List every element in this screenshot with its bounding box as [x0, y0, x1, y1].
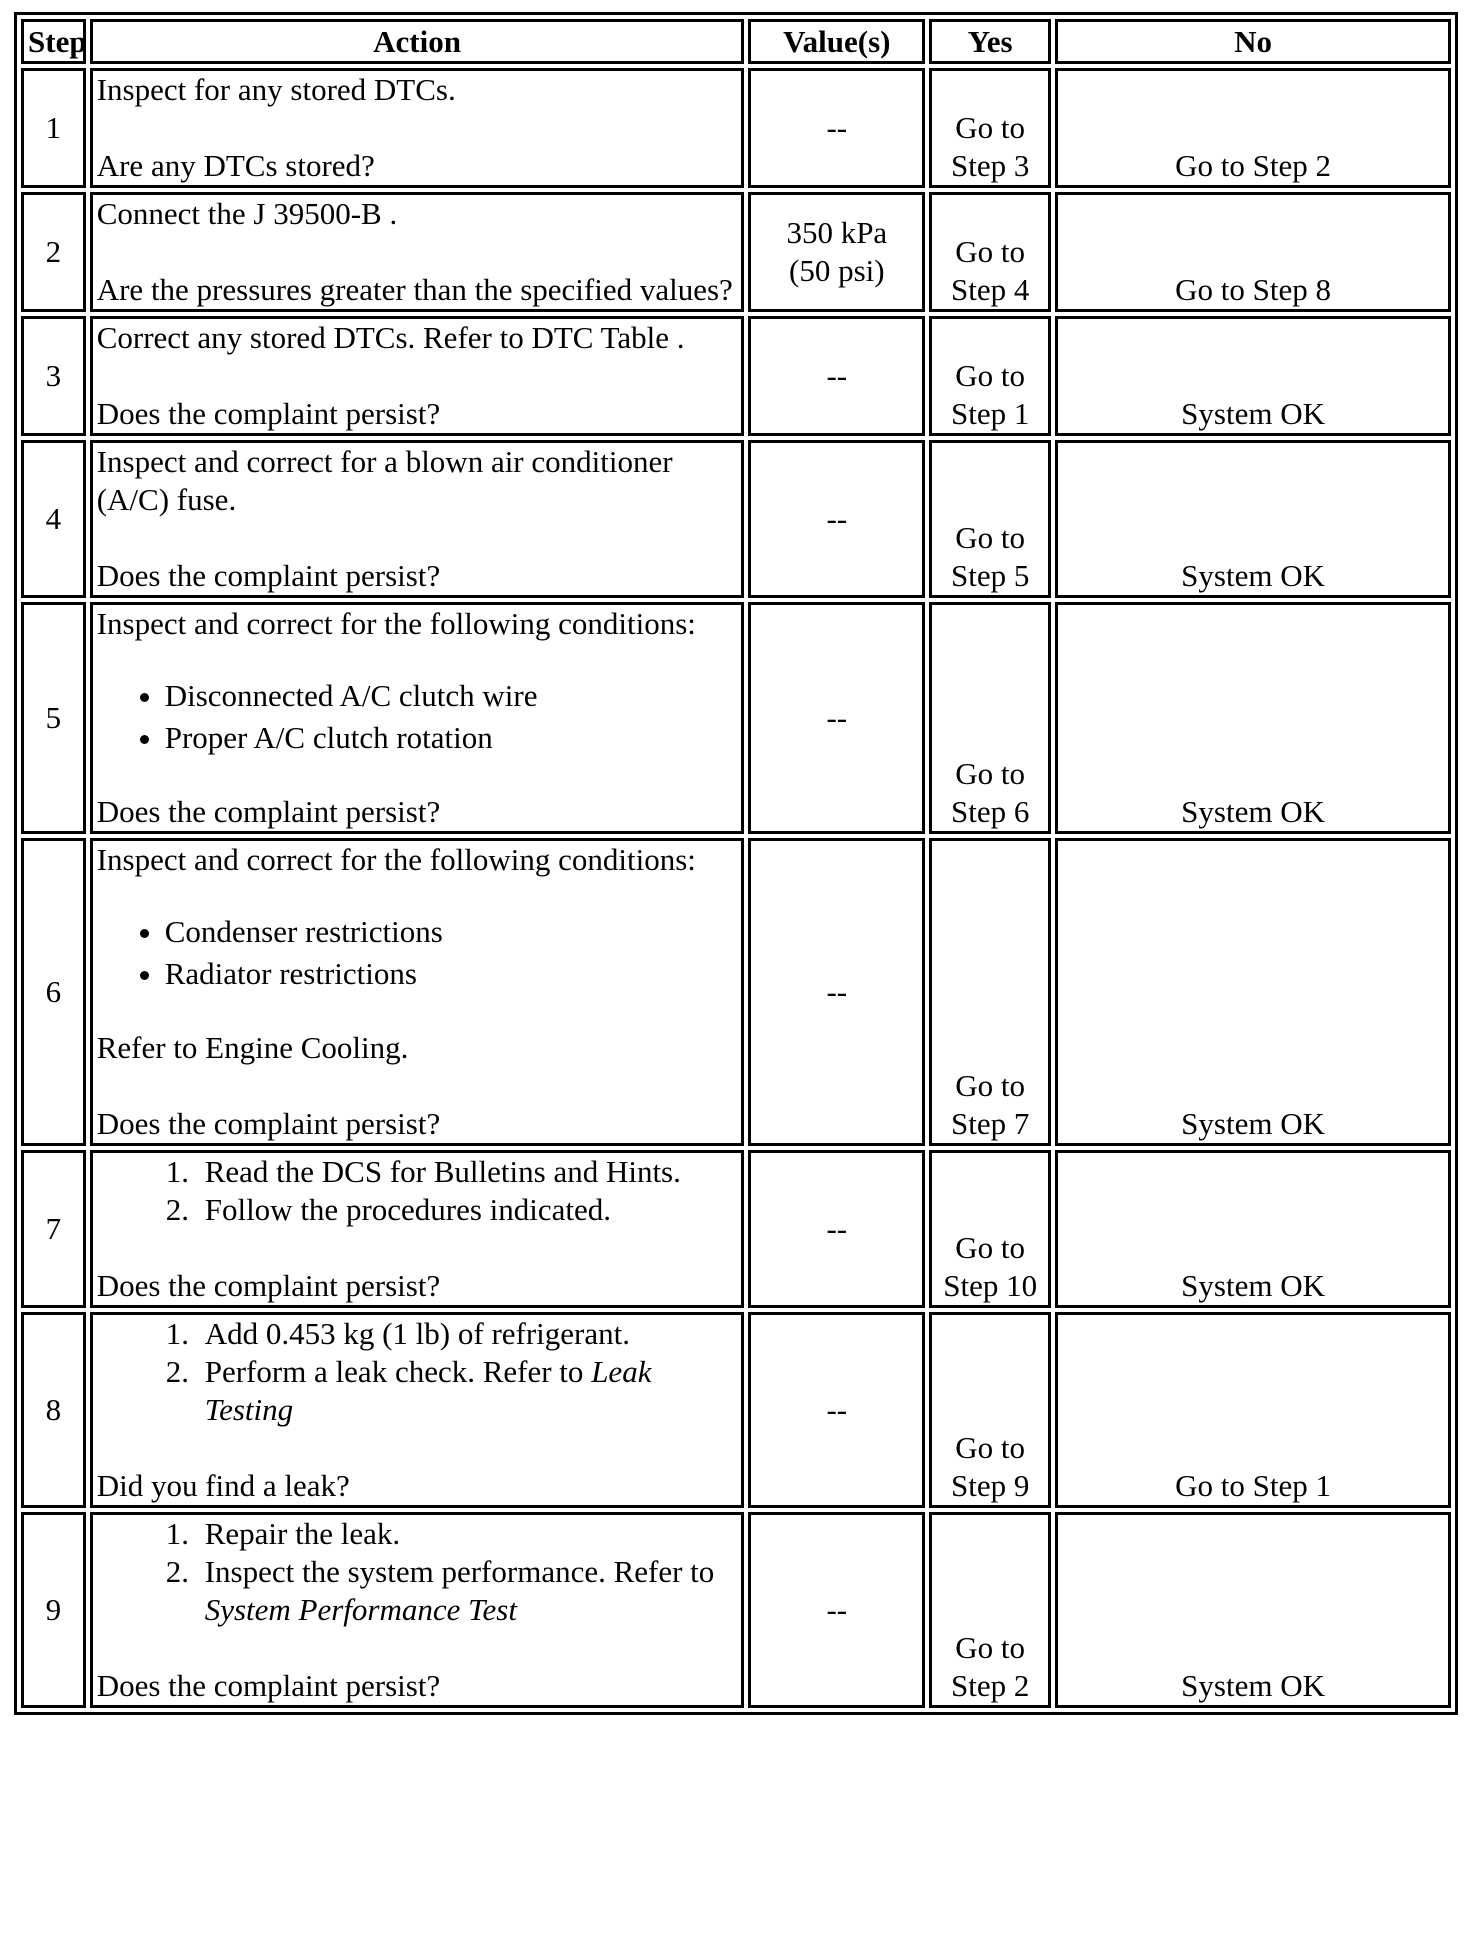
value-line-1: 350 kPa [786, 215, 888, 250]
leak-testing-link[interactable]: Leak Testing [204, 1354, 652, 1427]
action-cell [90, 316, 745, 436]
yes-line-1: Go to [955, 110, 1026, 145]
action-text: Inspect and correct for the following conditions: [96, 606, 696, 641]
no-cell[interactable]: System OK [1055, 838, 1451, 1146]
action-cell [90, 68, 745, 188]
value-line-2: (50 psi) [789, 253, 885, 288]
yes-line-1: Go to [955, 1068, 1026, 1103]
action-question: Did you find a leak? [96, 1468, 350, 1503]
yes-line-2: Step 7 [950, 1106, 1030, 1141]
item-text: Perform a leak check. Refer to [204, 1354, 592, 1389]
no-cell[interactable]: System OK [1055, 1150, 1451, 1308]
table-row [21, 1150, 1451, 1308]
yes-line-1: Go to [955, 756, 1026, 791]
list-item: 1. Add 0.453 kg (1 lb) of refrigerant. [197, 1315, 738, 1353]
list-item: • Condenser restrictions [165, 913, 738, 951]
action-question: Does the complaint persist? [96, 1668, 441, 1703]
yes-line-1: Go to [955, 1230, 1026, 1265]
action-cell [90, 838, 745, 1146]
item-text: Inspect the system performance. Refer to [204, 1554, 715, 1589]
yes-line-2: Step 1 [950, 396, 1030, 431]
table-row [21, 602, 1451, 834]
value-cell: -- [748, 68, 925, 188]
header-values: Value(s) [748, 19, 925, 64]
value-cell: -- [748, 316, 925, 436]
yes-cell[interactable] [929, 440, 1051, 598]
header-step: Step [21, 19, 86, 64]
value-cell: -- [748, 440, 925, 598]
value-cell: -- [748, 602, 925, 834]
yes-cell[interactable] [929, 838, 1051, 1146]
no-cell[interactable]: Go to Step 1 [1055, 1312, 1451, 1508]
yes-cell[interactable] [929, 1512, 1051, 1708]
action-cell [90, 1150, 745, 1308]
table-row [21, 1312, 1451, 1508]
header-row [21, 19, 1451, 64]
value-cell: -- [748, 1312, 925, 1508]
yes-cell[interactable] [929, 316, 1051, 436]
action-cell [90, 602, 745, 834]
step-number: 4 [21, 440, 86, 598]
value-cell: -- [748, 1150, 925, 1308]
yes-cell[interactable] [929, 1312, 1051, 1508]
yes-line-2: Step 5 [950, 558, 1030, 593]
action-text: Inspect for any stored DTCs. [96, 72, 456, 107]
yes-line-2: Step 4 [950, 272, 1030, 307]
table-row [21, 1512, 1451, 1708]
step-number: 6 [21, 838, 86, 1146]
no-cell[interactable]: System OK [1055, 316, 1451, 436]
yes-line-1: Go to [955, 358, 1026, 393]
yes-line-1: Go to [955, 1630, 1026, 1665]
yes-line-2: Step 6 [950, 794, 1030, 829]
action-text: Correct any stored DTCs. Refer to DTC Table . [96, 320, 685, 355]
action-question: Does the complaint persist? [96, 1268, 441, 1303]
list-item: • Proper A/C clutch rotation [165, 719, 738, 757]
table-row [21, 838, 1451, 1146]
step-number: 9 [21, 1512, 86, 1708]
action-cell [90, 192, 745, 312]
procedure-list [97, 1515, 738, 1629]
list-item [197, 1553, 738, 1629]
diagnostic-table [14, 12, 1458, 1715]
step-number: 7 [21, 1150, 86, 1308]
yes-line-2: Step 10 [943, 1268, 1038, 1303]
table-row [21, 192, 1451, 312]
step-number: 8 [21, 1312, 86, 1508]
action-question: Are any DTCs stored? [96, 148, 375, 183]
table-row [21, 316, 1451, 436]
list-item: 2. Follow the procedures indicated. [197, 1191, 738, 1229]
yes-line-2: Step 2 [950, 1668, 1030, 1703]
step-number: 2 [21, 192, 86, 312]
list-item: • Radiator restrictions [165, 955, 738, 993]
action-cell [90, 1312, 745, 1508]
list-item: 1. Repair the leak. [197, 1515, 738, 1553]
action-question: Does the complaint persist? [96, 794, 441, 829]
step-number: 1 [21, 68, 86, 188]
no-cell[interactable]: System OK [1055, 440, 1451, 598]
header-yes: Yes [929, 19, 1051, 64]
step-number: 5 [21, 602, 86, 834]
value-cell: -- [748, 838, 925, 1146]
yes-line-1: Go to [955, 234, 1026, 269]
no-cell[interactable]: Go to Step 2 [1055, 68, 1451, 188]
action-question: Does the complaint persist? [96, 558, 441, 593]
header-action: Action [90, 19, 745, 64]
yes-line-1: Go to [955, 1430, 1026, 1465]
yes-cell[interactable] [929, 68, 1051, 188]
system-performance-test-link[interactable]: System Performance Test [204, 1592, 517, 1627]
no-cell[interactable]: System OK [1055, 602, 1451, 834]
action-question: Are the pressures greater than the specified values? [96, 272, 733, 307]
action-question: Does the complaint persist? [96, 1106, 441, 1141]
yes-cell[interactable] [929, 192, 1051, 312]
list-item [197, 1353, 738, 1429]
condition-list [97, 913, 738, 993]
table-row [21, 68, 1451, 188]
step-number: 3 [21, 316, 86, 436]
action-question: Does the complaint persist? [96, 396, 441, 431]
yes-line-1: Go to [955, 520, 1026, 555]
no-cell[interactable]: System OK [1055, 1512, 1451, 1708]
value-cell: -- [748, 1512, 925, 1708]
yes-cell[interactable] [929, 602, 1051, 834]
action-cell [90, 1512, 745, 1708]
no-cell[interactable]: Go to Step 8 [1055, 192, 1451, 312]
list-item: • Disconnected A/C clutch wire [165, 677, 738, 715]
action-text: Connect the J 39500-B . [96, 196, 398, 231]
value-cell [748, 192, 925, 312]
list-item: 1. Read the DCS for Bulletins and Hints. [197, 1153, 738, 1191]
yes-cell[interactable] [929, 1150, 1051, 1308]
refer-text: Refer to Engine Cooling. [96, 1030, 409, 1065]
yes-line-2: Step 9 [950, 1468, 1030, 1503]
procedure-list [97, 1315, 738, 1429]
table-row [21, 440, 1451, 598]
procedure-list [97, 1153, 738, 1229]
condition-list [97, 677, 738, 757]
action-cell [90, 440, 745, 598]
yes-line-2: Step 3 [950, 148, 1030, 183]
action-text: Inspect and correct for a blown air conditioner (A/C) fuse. [96, 444, 673, 517]
action-text: Inspect and correct for the following conditions: [96, 842, 696, 877]
header-no: No [1055, 19, 1451, 64]
